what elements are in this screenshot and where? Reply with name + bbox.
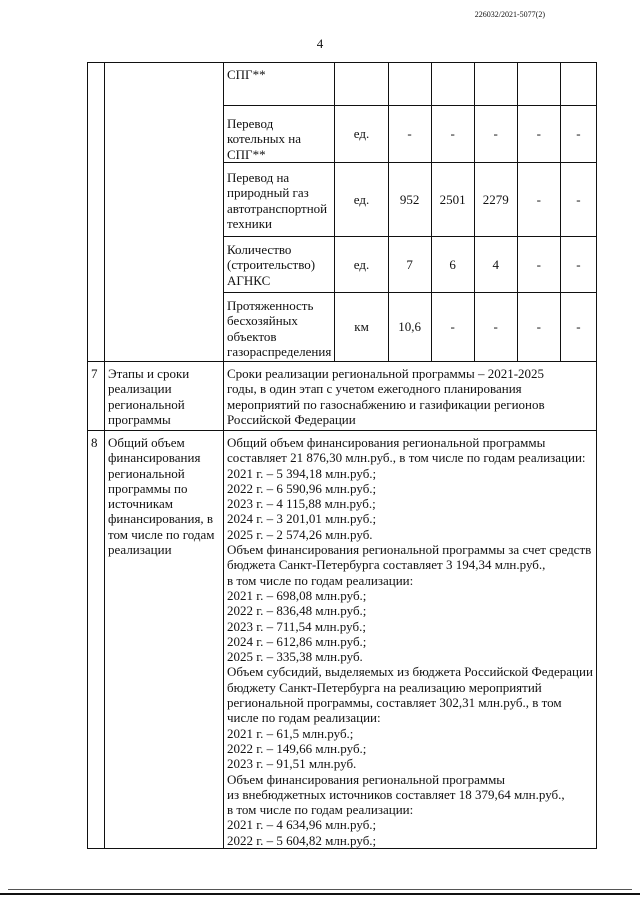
indicator-unit: км [335, 293, 388, 362]
document-number: 226032/2021-5077(2) [474, 10, 545, 19]
blank-label-cell [105, 63, 224, 362]
indicator-value-2024 [517, 63, 560, 106]
indicator-value-2021: 7 [388, 237, 431, 293]
indicator-value-2024: - [517, 163, 560, 237]
financing-line: бюджету Санкт-Петербурга на реализацию мероприятий [227, 679, 542, 695]
financing-line: составляет 21 876,30 млн.руб., в том числе по годам реализации: [227, 450, 586, 466]
indicator-value-2022 [431, 63, 474, 106]
financing-line: 2022 г. – 5 604,82 млн.руб.; [227, 832, 377, 848]
indicator-unit: ед. [335, 237, 388, 293]
indicator-value-2021: 952 [388, 163, 431, 237]
indicator-value-2023: - [474, 293, 517, 362]
indicator-value-2021: 10,6 [388, 293, 431, 362]
indicator-unit [335, 63, 388, 106]
scan-edge-line [8, 889, 632, 890]
financing-line: 2021 г. – 4 634,96 млн.руб.; [227, 817, 377, 833]
financing-line: в том числе по годам реализации: [227, 572, 414, 588]
financing-line: числе по годам реализации: [227, 710, 381, 726]
indicator-value-2022: - [431, 293, 474, 362]
indicator-value-2022: 2501 [431, 163, 474, 237]
indicator-value-2025: - [560, 163, 596, 237]
indicator-value-2021 [388, 63, 431, 106]
row-number: 8 [88, 431, 105, 849]
financing-line: 2023 г. – 91,51 млн.руб. [227, 756, 357, 772]
financing-line: 2022 г. – 149,66 млн.руб.; [227, 740, 367, 756]
indicator-value-2024: - [517, 293, 560, 362]
financing-line: 2023 г. – 711,54 млн.руб.; [227, 618, 366, 634]
financing-line: бюджета Санкт-Петербурга составляет 3 194,34 млн.руб., [227, 557, 546, 573]
financing-line: 2022 г. – 6 590,96 млн.руб.; [227, 480, 377, 496]
financing-line: 2024 г. – 3 201,01 млн.руб.; [227, 511, 377, 527]
financing-line: 2021 г. – 61,5 млн.руб.; [227, 725, 354, 741]
financing-text [227, 435, 593, 848]
indicator-value-2023 [474, 63, 517, 106]
section-row-8 [88, 431, 597, 849]
indicator-value-2025 [560, 63, 596, 106]
financing-line: Объем финансирования региональной программы [227, 771, 506, 787]
row-label: Общий объем финансирования региональной программы по источникам финансирования, в том числе по годам реализации [105, 431, 224, 849]
financing-line: 2021 г. – 5 394,18 млн.руб.; [227, 465, 377, 481]
page-number: 4 [316, 36, 324, 51]
indicator-value-2023: 2279 [474, 163, 517, 237]
financing-line: 2022 г. – 836,48 млн.руб.; [227, 603, 367, 619]
financing-line: 2025 г. – 2 574,26 млн.руб. [227, 526, 373, 542]
row-content: Сроки реализации региональной программы – 2021-2025 годы, в один этап с учетом ежегодного планирования мероприятий по газоснабжению и газификации регионов Российской Федерации [224, 362, 597, 431]
indicator-unit: ед. [335, 106, 388, 163]
financing-line: 2024 г. – 612,86 млн.руб.; [227, 633, 367, 649]
indicator-value-2021: - [388, 106, 431, 163]
indicator-name: Перевод на природный газ автотранспортной техники [224, 163, 335, 237]
row-content [224, 431, 597, 849]
indicator-name: Протяженность бесхозяйных объектов газораспределения [224, 293, 335, 362]
indicator-value-2022: 6 [431, 237, 474, 293]
indicator-value-2024: - [517, 106, 560, 163]
indicator-value-2025: - [560, 106, 596, 163]
indicator-name: Количество (строительство) АГНКС [224, 237, 335, 293]
indicator-value-2022: - [431, 106, 474, 163]
financing-line: 2021 г. – 698,08 млн.руб.; [227, 587, 367, 603]
financing-line: 2025 г. – 335,38 млн.руб. [227, 649, 363, 665]
indicator-unit: ед. [335, 163, 388, 237]
scan-edge-line [0, 893, 640, 895]
financing-line: из внебюджетных источников составляет 18 379,64 млн.руб., [227, 786, 565, 802]
row-label: Этапы и сроки реализации региональной программы [105, 362, 224, 431]
blank-number-cell [88, 63, 105, 362]
indicator-value-2024: - [517, 237, 560, 293]
passport-table [87, 62, 597, 849]
indicator-value-2023: - [474, 106, 517, 163]
financing-line: Объем финансирования региональной программы за счет средств [227, 542, 592, 558]
financing-line: в том числе по годам реализации: [227, 802, 414, 818]
financing-line: Общий объем финансирования региональной программы [227, 435, 546, 450]
indicator-value-2025: - [560, 237, 596, 293]
section-row-7 [88, 362, 597, 431]
financing-line: региональной программы, составляет 302,31 млн.руб., в том [227, 695, 562, 711]
indicator-row [88, 63, 597, 106]
indicator-value-2023: 4 [474, 237, 517, 293]
indicator-value-2025: - [560, 293, 596, 362]
indicator-name: Перевод котельных на СПГ** [224, 106, 335, 163]
indicator-name: СПГ** [224, 63, 335, 106]
financing-line: 2023 г. – 4 115,88 млн.руб.; [227, 496, 376, 512]
financing-line: Объем субсидий, выделяемых из бюджета Российской Федерации [227, 664, 593, 680]
row-number: 7 [88, 362, 105, 431]
